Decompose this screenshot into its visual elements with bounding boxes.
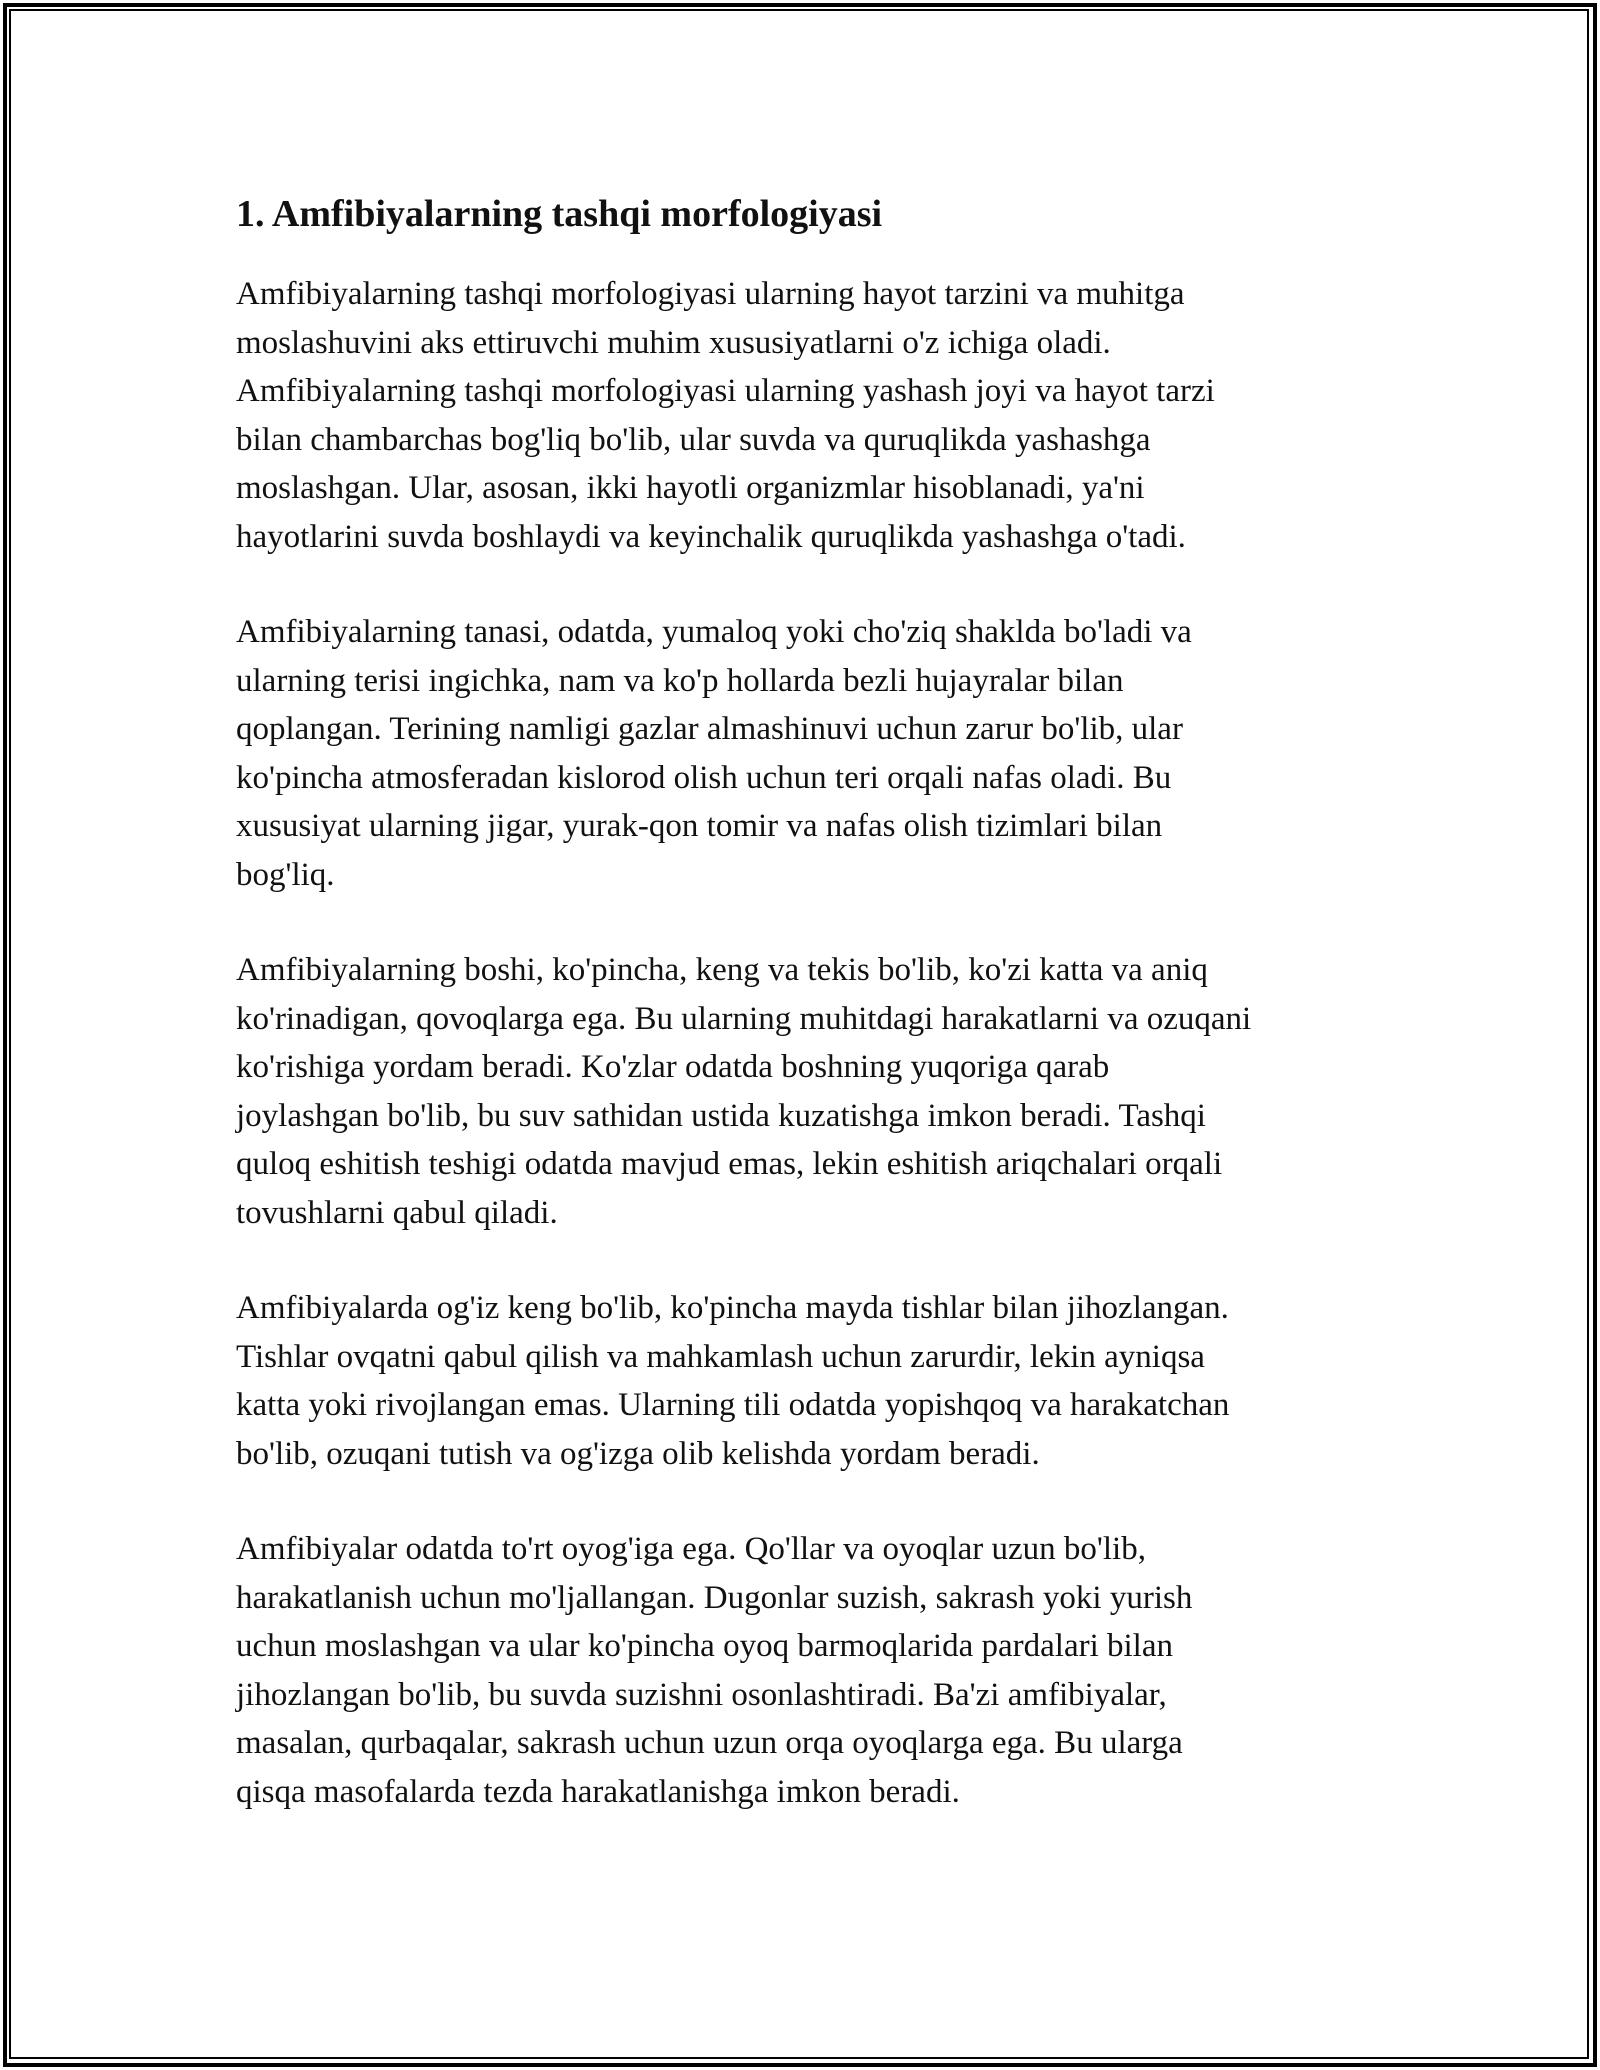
paragraph-line: tovushlarni qabul qiladi.	[236, 1194, 558, 1231]
paragraph-line: xususiyat ularning jigar, yurak-qon tomir va nafas olish tizimlari bilan	[236, 808, 1163, 844]
paragraph-line: hayotlarini suvda boshlaydi va keyinchalik quruqlikda yashashga o'tadi.	[236, 518, 1186, 555]
paragraph-line: Tishlar ovqatni qabul qilish va mahkamlash uchun zarurdir, lekin ayniqsa	[236, 1338, 1205, 1375]
paragraph-line: quloq eshitish teshigi odatda mavjud emas, lekin eshitish ariqchalari orqali	[236, 1146, 1223, 1182]
paragraph-line: Amfibiyalarning tashqi morfologiyasi ularning yashash joyi va hayot tarzi	[236, 373, 1215, 409]
paragraph-line: Amfibiyalarning tanasi, odatda, yumaloq yoki cho'ziq shaklda bo'ladi va	[236, 614, 1192, 650]
paragraph-line: qisqa masofalarda tezda harakatlanishga imkon beradi.	[236, 1773, 960, 1810]
paragraph-line: ko'rishiga yordam beradi. Ko'zlar odatda boshning yuqoriga qarab	[236, 1049, 1110, 1085]
paragraph-5	[236, 1525, 1366, 1816]
paragraph-line: harakatlanish uchun mo'ljallangan. Dugonlar suzish, sakrash yoki yurish	[236, 1579, 1193, 1616]
paragraph-line: ko'pincha atmosferadan kislorod olish uchun teri orqali nafas oladi. Bu	[236, 759, 1172, 796]
paragraph-4	[236, 1284, 1366, 1478]
paragraph-line: Amfibiyalar odatda to'rt oyog'iga ega. Qo'llar va oyoqlar uzun bo'lib,	[236, 1531, 1146, 1567]
document-body	[236, 186, 1366, 1863]
paragraph-2	[236, 608, 1366, 899]
paragraph-line: joylashgan bo'lib, bu suv sathidan ustida kuzatishga imkon beradi. Tashqi	[236, 1097, 1206, 1134]
paragraph-line: Amfibiyalarning boshi, ko'pincha, keng va tekis bo'lib, ko'zi katta va aniq	[236, 952, 1208, 988]
paragraph-line: ularning terisi ingichka, nam va ko'p hollarda bezli hujayralar bilan	[236, 662, 1124, 699]
paragraph-line: uchun moslashgan va ular ko'pincha oyoq barmoqlarida pardalari bilan	[236, 1628, 1173, 1664]
paragraph-line: Amfibiyalarda og'iz keng bo'lib, ko'pincha mayda tishlar bilan jihozlangan.	[236, 1290, 1229, 1326]
paragraph-line: qoplangan. Terining namligi gazlar almashinuvi uchun zarur bo'lib, ular	[236, 711, 1183, 747]
section-heading: 1. Amfibiyalarning tashqi morfologiyasi	[236, 193, 883, 235]
paragraph-line: jihozlangan bo'lib, bu suvda suzishni osonlashtiradi. Ba'zi amfibiyalar,	[236, 1676, 1167, 1713]
paragraph-1	[236, 270, 1366, 561]
paragraph-line: bilan chambarchas bog'liq bo'lib, ular suvda va quruqlikda yashashga	[236, 421, 1151, 458]
paragraph-line: katta yoki rivojlangan emas. Ularning tili odatda yopishqoq va harakatchan	[236, 1387, 1230, 1423]
paragraph-3	[236, 946, 1366, 1237]
paragraph-line: moslashuvini aks ettiruvchi muhim xususiyatlarni o'z ichiga oladi.	[236, 324, 1111, 361]
paragraph-line: moslashgan. Ular, asosan, ikki hayotli organizmlar hisoblanadi, ya'ni	[236, 470, 1145, 506]
paragraph-line: masalan, qurbaqalar, sakrash uchun uzun orqa oyoqlarga ega. Bu ularga	[236, 1725, 1183, 1761]
paragraph-line: Amfibiyalarning tashqi morfologiyasi ularning hayot tarzini va muhitga	[236, 276, 1185, 312]
paragraph-line: bo'lib, ozuqani tutish va og'izga olib kelishda yordam beradi.	[236, 1435, 1040, 1472]
paragraph-line: ko'rinadigan, qovoqlarga ega. Bu ularning muhitdagi harakatlarni va ozuqani	[236, 1000, 1252, 1037]
paragraph-line: bog'liq.	[236, 856, 335, 893]
